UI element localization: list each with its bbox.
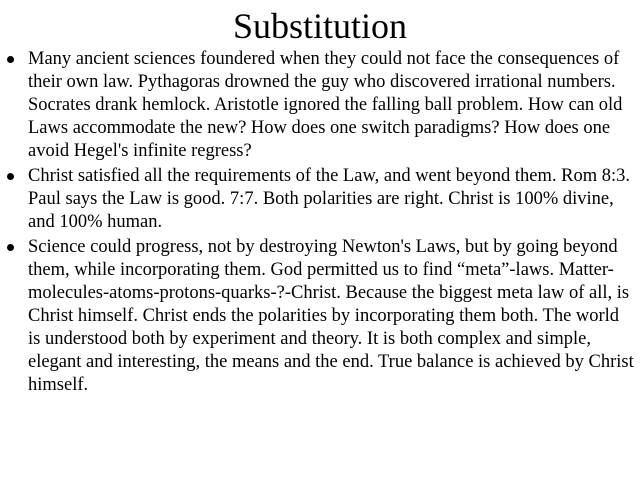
bullet-item — [0, 165, 640, 234]
bullet-list — [0, 48, 640, 397]
bullet-dot-icon — [7, 244, 14, 251]
bullet-item — [0, 236, 640, 397]
bullet-dot-icon — [7, 56, 14, 63]
bullet-item — [0, 48, 640, 163]
bullet-text: Science could progress, not by destroying Newton's Laws, but by going beyond them, while incorporating them. God permitted us to find “meta”-laws. Matter-molecules-atoms-protons-quarks-?-Christ. Because the biggest meta law of all, is Christ himself. Christ ends the polarities by incorporating them both. The world is understood both by experiment and theory. It is both complex and simple, elegant and interesting, the means and the end. True balance is achieved by Christ himself. — [28, 237, 634, 395]
slide-title: Substitution — [232, 6, 408, 46]
bullet-dot-icon — [7, 173, 14, 180]
bullet-text: Christ satisfied all the requirements of the Law, and went beyond them. Rom 8:3. Paul says the Law is good. 7:7. Both polarities are right. Christ is 100% divine, and 100% human. — [28, 166, 630, 232]
bullet-text: Many ancient sciences foundered when they could not face the consequences of their own law. Pythagoras drowned the guy who discovered irrational numbers. Socrates drank hemlock. Aristotle ignored the falling ball problem. How can old Laws accommodate the new? How does one switch paradigms? How does one avoid Hegel's infinite regress? — [28, 49, 623, 161]
